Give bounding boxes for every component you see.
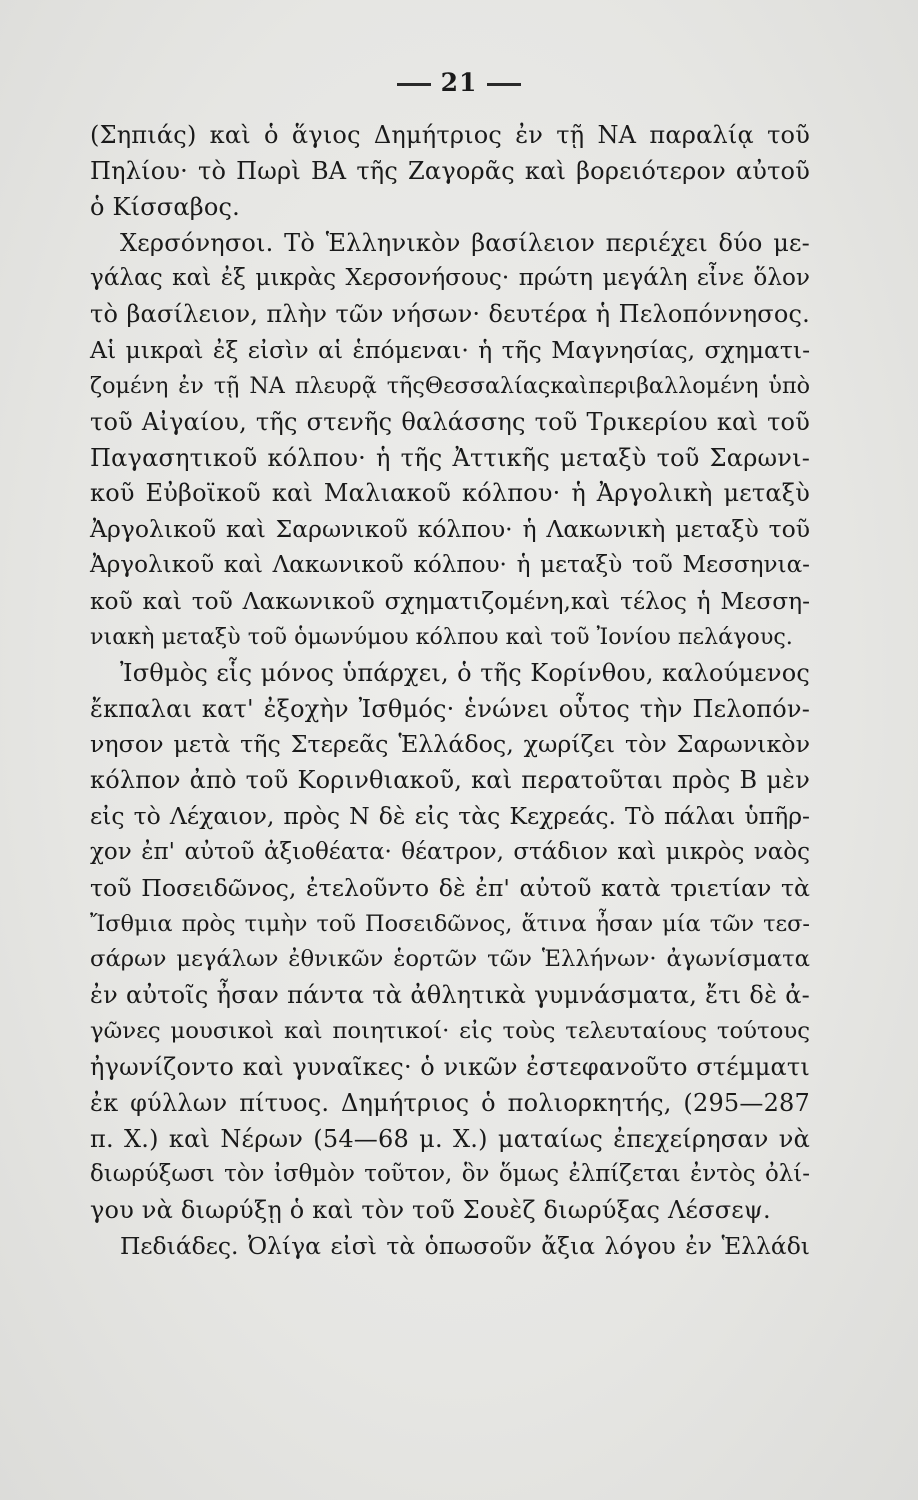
text-line: ζομένη ἐν τῇ ΝΑ πλευρᾷ τῆςΘεσσαλίαςκαὶπεριβαλλομένη ὑπὸ	[90, 372, 810, 399]
text-line: Πεδιάδες. Ὀλίγα εἰσὶ τὰ ὁπωσοῦν ἄξια λόγου ἐν Ἑλλάδι	[120, 1232, 810, 1261]
text-line: σάρων μεγάλων ἐθνικῶν ἑορτῶν τῶν Ἑλλήνων· ἀγωνίσματα	[90, 946, 810, 973]
paragraph-chersonesoi	[90, 226, 810, 656]
text-line: Παγασητικοῦ κόλπου· ἡ τῆς Ἀττικῆς μεταξὺ τοῦ Σαρωνι-	[90, 443, 810, 472]
page-number-header	[0, 68, 918, 97]
paragraph-pediades	[90, 1229, 810, 1265]
text-line: τοῦ Ποσειδῶνος, ἐτελοῦντο δὲ ἐπ' αὐτοῦ κατὰ τριετίαν τὰ	[90, 873, 810, 902]
header-dash-left	[397, 83, 431, 86]
text-line: ὁ Κίσσαβος.	[90, 192, 240, 221]
text-line: κοῦ Εὐβοϊκοῦ καὶ Μαλιακοῦ κόλπου· ἡ Ἀργολικὴ μεταξὺ	[90, 479, 810, 508]
text-line: Ἀργολικοῦ καὶ Σαρωνικοῦ κόλπου· ἡ Λακωνικὴ μεταξὺ τοῦ	[90, 515, 810, 544]
text-line: Αἱ μικραὶ ἐξ εἰσὶν αἱ ἑπόμεναι· ἡ τῆς Μαγνησίας, σχηματι-	[90, 336, 810, 365]
text-line: (Σηπιάς) καὶ ὁ ἅγιος Δημήτριος ἐν τῇ ΝΑ παραλίᾳ τοῦ	[90, 121, 810, 149]
text-line: Ἀργολικοῦ καὶ Λακωνικοῦ κόλπου· ἡ μεταξὺ τοῦ Μεσσηνια-	[90, 552, 810, 579]
page-number: 21	[440, 68, 478, 97]
text-line: Ἰσθμὸς εἷς μόνος ὑπάρχει, ὁ τῆς Κορίνθου, καλούμενος	[120, 658, 810, 687]
text-line: ἔκπαλαι κατ' ἐξοχὴν Ἰσθμός· ἑνώνει οὗτος τὴν Πελοπόν-	[90, 694, 810, 723]
text-line: γῶνες μουσικοὶ καὶ ποιητικοί· εἰς τοὺς τελευταίους τούτους	[90, 1018, 810, 1045]
text-line: Πηλίου· τὸ Πωρὶ ΒΑ τῆς Ζαγορᾶς καὶ βορειότερον αὐτοῦ	[90, 156, 810, 185]
text-line: Χερσόνησοι. Τὸ Ἑλληνικὸν βασίλειον περιέχει δύο με-	[120, 228, 810, 257]
text-line: π. Χ.) καὶ Νέρων (54—68 μ. Χ.) ματαίως ἐπεχείρησαν νὰ	[90, 1124, 810, 1153]
text-line: εἰς τὸ Λέχαιον, πρὸς Ν δὲ εἰς τὰς Κεχρεάς. Τὸ πάλαι ὑπῆρ-	[90, 802, 810, 831]
paragraph-isthmos	[90, 656, 810, 1230]
text-line: χον ἐπ' αὐτοῦ ἀξιοθέατα· θέατρον, στάδιον καὶ μικρὸς ναὸς	[90, 838, 810, 865]
text-line: γου νὰ διωρύξῃ ὁ καὶ τὸν τοῦ Σουὲζ διωρύξας Λέσσεψ.	[90, 1196, 771, 1225]
text-line: ἐκ φύλλων πίτυος. Δημήτριος ὁ πολιορκητής, (295—287	[90, 1088, 810, 1117]
text-line: Ἴσθμια πρὸς τιμὴν τοῦ Ποσειδῶνος, ἅτινα ἦσαν μία τῶν τεσ-	[90, 910, 810, 937]
text-line: ἐν αὐτοῖς ἦσαν πάντα τὰ ἀθλητικὰ γυμνάσματα, ἔτι δὲ ἀ-	[90, 981, 810, 1010]
header-dash-right	[487, 83, 521, 86]
text-line: ἠγωνίζοντο καὶ γυναῖκες· ὁ νικῶν ἐστεφανοῦτο στέμματι	[90, 1052, 810, 1081]
text-line: κόλπον ἀπὸ τοῦ Κορινθιακοῦ, καὶ περατοῦται πρὸς Β μὲν	[90, 766, 810, 795]
text-line: νιακὴ μεταξὺ τοῦ ὁμωνύμου κόλπου καὶ τοῦ Ἰονίου πελάγους.	[90, 623, 793, 650]
text-line: διωρύξωσι τὸν ἰσθμὸν τοῦτον, ὃν ὅμως ἐλπίζεται ἐντὸς ὀλί-	[90, 1161, 810, 1188]
body-text	[90, 118, 810, 1265]
paragraph-sepias	[90, 118, 810, 226]
text-line: τὸ βασίλειον, πλὴν τῶν νήσων· δευτέρα ἡ Πελοπόννησος.	[90, 300, 810, 329]
text-line: τοῦ Αἰγαίου, τῆς στενῆς θαλάσσης τοῦ Τρικερίου καὶ τοῦ	[90, 407, 810, 436]
text-line: γάλας καὶ ἐξ μικρὰς Χερσονήσους· πρώτη μεγάλη εἶνε ὅλον	[90, 265, 810, 292]
text-line: νησον μετὰ τῆς Στερεᾶς Ἑλλάδος, χωρίζει τὸν Σαρωνικὸν	[90, 730, 810, 759]
text-line: κοῦ καὶ τοῦ Λακωνικοῦ σχηματιζομένη,καὶ τέλος ἡ Μεσση-	[90, 587, 810, 615]
